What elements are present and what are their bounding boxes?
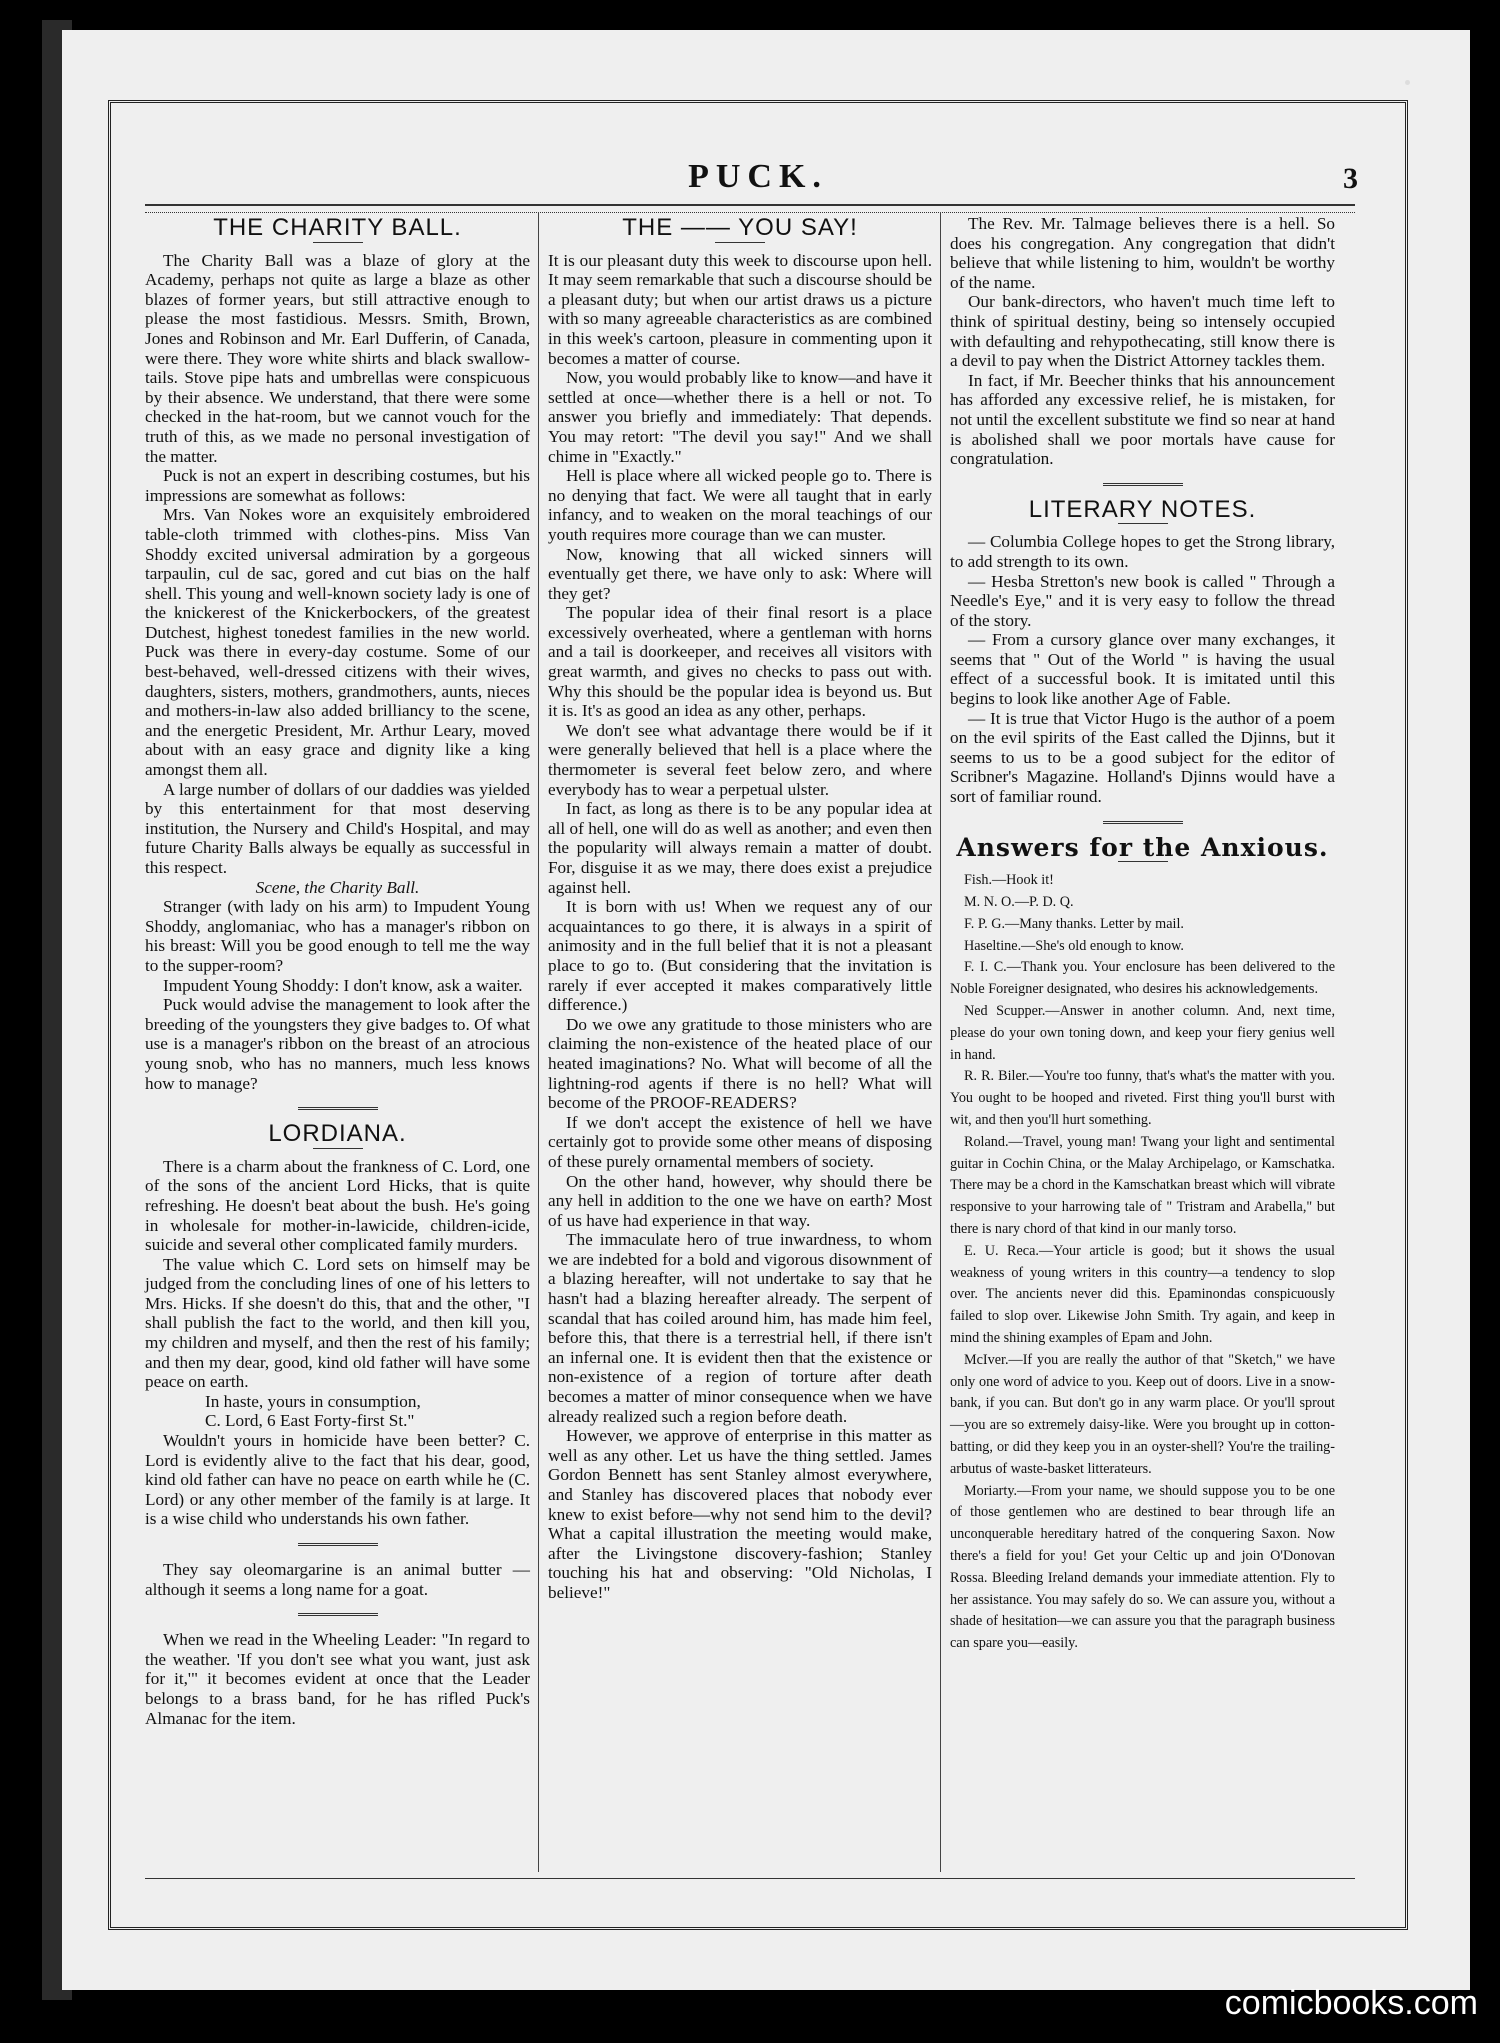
paragraph: Our bank-directors, who haven't much time left to think of spiritual destiny, being so intensely occupied with defaulting and rehypothecating, still know there is a devil to pay when the District Attorney tackles them. xyxy=(950,292,1335,371)
paragraph: There is a charm about the frankness of C. Lord, one of the sons of the ancient Lord Hicks, that is quite refreshing. He doesn't beat about the bush. He's going in wholesale for mother-in-lawicide, children-icide, suicide and several other complicated family murders. xyxy=(145,1156,530,1255)
section-divider xyxy=(298,1613,378,1616)
watermark: comicbooks.com xyxy=(1224,1984,1478,2022)
footer-rule xyxy=(145,1878,1355,1879)
paragraph: In fact, if Mr. Beecher thinks that his announcement has afforded any excessive relief, he is mistaken, for not until the excellent substitute we find so near at hand is abolished shall we poor mortals have cause for congratulation. xyxy=(950,370,1335,469)
paragraph: In haste, yours in consumption, xyxy=(205,1391,421,1411)
answer-item: Moriarty.—From your name, we should suppose you to be one of those gentlemen who are destined to bear through life an unconquerable hereditary hatred of the conquering Saxon. Now there's a field for you! Get your Celtic up and join O'Donovan Rossa. Bleeding Ireland demands your immediate attention. Fly to her assistance. You may safely do so. We can assure you, without a shade of hesitation—we can assure you that the paragraph business can spare you—easily. xyxy=(950,1482,1335,1652)
paragraph: Stranger (with lady on his arm) to Impudent Young Shoddy, anglomaniac, who has a manager's ribbon on his breast: Will you be good enough to tell me the way to the supper-room? xyxy=(145,897,530,975)
paragraph: If we don't accept the existence of hell we have certainly got to provide some other means of disposing of these purely ornamental members of society. xyxy=(548,1112,932,1171)
column-divider xyxy=(940,212,941,1872)
article-title-literary-notes: LITERARY NOTES. xyxy=(1028,495,1257,523)
signature: C. Lord, 6 East Forty-first St." xyxy=(205,1411,415,1431)
masthead xyxy=(118,156,1398,206)
column-middle xyxy=(548,214,932,1603)
page-title: PUCK. xyxy=(688,158,828,195)
section-divider xyxy=(298,1107,378,1110)
paragraph: On the other hand, however, why should there be any hell in addition to the one we have on earth? Most of us have had experience in that way. xyxy=(548,1171,932,1230)
paragraph: — Columbia College hopes to get the Strong library, to add strength to its own. xyxy=(950,532,1335,571)
column-left xyxy=(145,214,530,1728)
paragraph: The value which C. Lord sets on himself may be judged from the concluding lines of one of his letters to Mrs. Hicks. If she doesn't do this, that and the other, "I shall publish the fact to the world, and then kill you, my children and myself, and then the rest of his family; and then my dear, good, kind old father will have some peace on earth. xyxy=(145,1254,530,1392)
answer-item: Haseltine.—She's old enough to know. xyxy=(964,937,1184,954)
section-divider xyxy=(1103,821,1183,824)
section-divider xyxy=(298,1543,378,1546)
paragraph: The Rev. Mr. Talmage believes there is a hell. So does his congregation. Any congregation that didn't believe that while listening to him, wouldn't be worthy of the name. xyxy=(950,214,1335,292)
answers-title: Answers for the Anxious. xyxy=(956,832,1329,862)
paragraph: Impudent Young Shoddy: I don't know, ask a waiter. xyxy=(163,975,523,995)
answer-item: McIver.—If you are really the author of that "Sketch," we have only one word of advice to you. Keep out of doors. Live in a snow-bank, if you can. But don't go in any warm place. Or you'll sprout—you are so extremely daisy-like. Were you brought up in cotton-batting, or did they keep you in an oyster-shell? You're the trailing-arbutus of waste-basket litterateurs. xyxy=(950,1351,1335,1477)
paragraph: Now, you would probably like to know—and have it settled at once—whether there is a hell or not. To answer you briefly and immediately: That depends. You may retort: "The devil you say!" And we shall chime in "Exactly." xyxy=(548,368,932,466)
answer-item: Roland.—Travel, young man! Twang your light and sentimental guitar in Cochin China, or the Malay Archipelago, or Kamschatka. There may be a chord in the Kamschatkan breast which will vibrate responsive to your harrowing tale of " Tristram and Arabella," but there is nary chord of that kind in our manly torso. xyxy=(950,1133,1335,1237)
paragraph: Now, knowing that all wicked sinners will eventually get there, we have only to ask: Where will they get? xyxy=(548,544,932,603)
column-right xyxy=(950,214,1335,1655)
paragraph: — Hesba Stretton's new book is called " Through a Needle's Eye," and it is very easy to follow the thread of the story. xyxy=(950,571,1335,630)
paragraph: Do we owe any gratitude to those ministers who are claiming the non-existence of the heated place of our heated imaginations? No. What will become of all the lightning-rod agents if there is no hell? What will become of the PROOF-READERS? xyxy=(548,1014,932,1113)
article-title-charity-ball: THE CHARITY BALL. xyxy=(213,214,462,241)
paragraph: — It is true that Victor Hugo is the author of a poem on the evil spirits of the East called the Djinns, but it seems to us to be a good subject for the editor of Scribner's Magazine. Holland's Djinns would have a sort of familiar round. xyxy=(950,708,1335,807)
paragraph: Puck would advise the management to look after the breeding of the youngsters they give badges to. Of what use is a manager's ribbon on the breast of an atrocious young snob, who has no manners, much less knows how to manage? xyxy=(145,995,530,1093)
paragraph: The popular idea of their final resort is a place excessively overheated, where a gentleman with horns and a tail is doorkeeper, and receives all visitors with great warmth, and gives no checks to pass out with. Why this should be the popular idea is beyond us. But it is. It's as good an idea as any other, perhaps. xyxy=(548,603,932,721)
answer-item: F. I. C.—Thank you. Your enclosure has been delivered to the Noble Foreigner designated, who desires his acknowledgements. xyxy=(950,959,1335,998)
paragraph: We don't see what advantage there would be if it were generally believed that hell is a place where the thermometer is several feet below zero, and where everybody has to wear a perpetual ulster. xyxy=(548,720,932,799)
title-rule xyxy=(313,242,363,243)
paragraph: When we read in the Wheeling Leader: "In regard to the weather. 'If you don't see what you want, just ask for it,'" it becomes evident at once that the Leader belongs to a brass band, for he has rifled Puck's Almanac for the item. xyxy=(145,1630,530,1728)
speck xyxy=(1405,80,1410,85)
answer-item: F. P. G.—Many thanks. Letter by mail. xyxy=(964,915,1184,932)
answer-item: Ned Scupper.—Answer in another column. And, next time, please do your own toning down, and keep your fiery genius well in hand. xyxy=(950,1003,1335,1063)
answers-list xyxy=(950,870,1335,1655)
answer-item: E. U. Reca.—Your article is good; but it shows the usual weakness of young writers in this country—a tendency to slop over. The ancients never did this. Epaminondas conspicuously failed to slop over. Likewise John Smith. Try again, and keep in mind the shining examples of Epam and John. xyxy=(950,1242,1335,1346)
paragraph: Mrs. Van Nokes wore an exquisitely embroidered table-cloth trimmed with clothes-pins. Miss Van Shoddy excited universal admiration by a gorgeous tarpaulin, cul de sac, gored and cut bias on the half shell. This young and well-known society lady is one of the knickerest of the Knickerbockers, of the greatest Dutchest, highest tonedest families in the new world. Puck was there in every-day costume. Some of our best-behaved, well-dressed citizens with their wives, daughters, sisters, mothers, grandmothers, aunts, nieces and mothers-in-law also added brilliancy to the scene, and the energetic President, Mr. Arthur Leary, moved about with an easy grace and dignity like a king amongst them all. xyxy=(145,505,530,780)
paragraph: A large number of dollars of our daddies was yielded by this entertainment for that most deserving institution, the Nursery and Child's Hospital, and may future Charity Balls always be equally as successful in this respect. xyxy=(145,779,530,877)
paragraph: Hell is place where all wicked people go to. There is no denying that fact. We were all taught that in early infancy, and to weaken on the moral teachings of our youth requires more courage than we can muster. xyxy=(548,466,932,544)
page-number: 3 xyxy=(1343,162,1358,195)
paragraph: The immaculate hero of true inwardness, to whom we are indebted for a bold and vigorous disownment of a blazing hereafter, will not undertake to say that he hasn't had a blazing hereafter already. The serpent of scandal that has coiled around him, has made him feel, before this, that there is a terrestrial hell, if there isn't an infernal one. It is evident then that the existence or non-existence of a region of torture after death becomes a matter of minor consequence when we have already realized such a region before death. xyxy=(548,1230,932,1426)
title-rule xyxy=(313,1148,363,1149)
paragraph: The Charity Ball was a blaze of glory at the Academy, perhaps not quite as large a blaze as other blazes of former years, but still attractive enough to please the most fastidious. Messrs. Smith, Brown, Jones and Robinson and Mr. Earl Dufferin, of Canada, were there. They wore white shirts and black swallow-tails. Stove pipe hats and umbrellas were conspicuous by their absence. We understand, that there were some checked in the hat-room, but we cannot vouch for the truth of this, as we made no personal investigation of the matter. xyxy=(145,250,530,466)
answer-item: Fish.—Hook it! xyxy=(964,872,1054,889)
header-rule xyxy=(145,204,1355,213)
title-rule xyxy=(1118,523,1168,524)
title-rule xyxy=(715,242,765,243)
paragraph: Wouldn't yours in homicide have been better? C. Lord is evidently alive to the fact that his dear, good, kind old father can have no peace on earth while he (C. Lord) or any other member of the family is at large. It is a wise child who understands his own father. xyxy=(145,1431,530,1529)
article-title-you-say: THE —— YOU SAY! xyxy=(622,214,858,241)
article-title-lordiana: LORDIANA. xyxy=(268,1120,407,1148)
column-divider xyxy=(538,212,539,1872)
scene-heading: Scene, the Charity Ball. xyxy=(255,877,420,897)
paragraph: It is our pleasant duty this week to discourse upon hell. It may seem remarkable that such a discourse should be a pleasant duty; but when our artist draws us a picture with so many agreeable characteristics as are combined in this week's cartoon, pleasure in commenting upon it becomes a matter of course. xyxy=(548,250,932,368)
paragraph: — From a cursory glance over many exchanges, it seems that " Out of the World " is having the usual effect of a successful book. It is imitated until this begins to look like another Age of Fable. xyxy=(950,630,1335,709)
paragraph: They say oleomargarine is an animal butter —although it seems a long name for a goat. xyxy=(145,1560,530,1599)
paragraph: It is born with us! When we request any of our acquaintances to go there, it is always in a spirit of animosity and in the full belief that it is not a pleasant place to go to. (But considering that the invitation is rarely if ever accepted it makes comparatively little difference.) xyxy=(548,897,932,1015)
answer-item: R. R. Biler.—You're too funny, that's what's the matter with you. You ought to be hooped and riveted. First thing you'll burst with wit, and then you'll hurt something. xyxy=(950,1068,1335,1128)
paragraph: Puck is not an expert in describing costumes, but his impressions are somewhat as follows: xyxy=(145,466,530,505)
answer-item: M. N. O.—P. D. Q. xyxy=(964,894,1074,911)
paragraph: In fact, as long as there is to be any popular idea at all of hell, one will do as well as another; and even then the popularity will always remain a matter of doubt. For, disguise it as we may, there does exist a prejudice against hell. xyxy=(548,799,932,897)
section-divider xyxy=(1103,483,1183,486)
paragraph: However, we approve of enterprise in this matter as well as any other. Let us have the thing settled. James Gordon Bennett has sent Stanley almost everywhere, and Stanley has discovered places that nobody ever knew to exist before—why not send him to the devil? What a capital illustration the meeting would make, after the Livingstone discovery-fashion; Stanley touching his hat and observing: "Old Nicholas, I believe!" xyxy=(548,1426,932,1602)
